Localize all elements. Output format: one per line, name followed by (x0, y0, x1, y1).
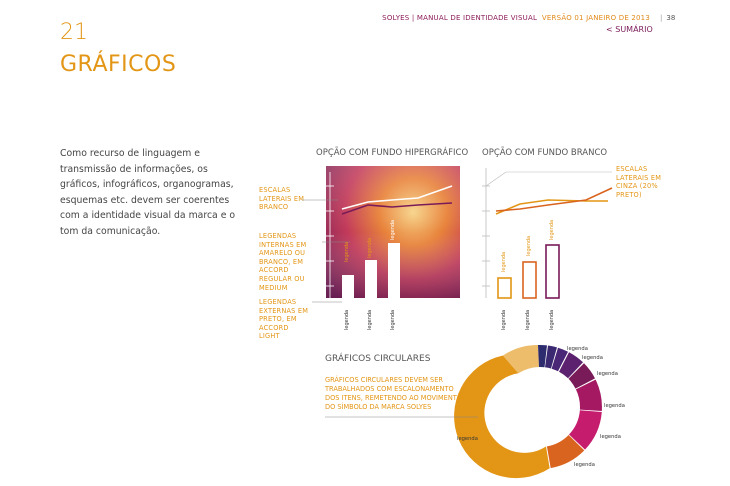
page-number-value: 38 (666, 14, 676, 22)
option1-bar2-label: legenda (367, 237, 373, 258)
header-brand: SOLYES | MANUAL DE IDENTIDADE VISUAL (382, 14, 538, 22)
option1-note-scales: ESCALAS LATERAIS EM BRANCO (259, 186, 305, 212)
option1-chart (302, 166, 460, 302)
donut-chart (454, 345, 602, 478)
circular-note: GRÁFICOS CIRCULARES DEVEM SER TRABALHADOS COM ESCALONAMENTO DOS ITENS, REMETENDO AO MOVIMENTO DO SÍMBOLO DA MARCA SOLYES (325, 376, 462, 411)
option1-note-external: LEGENDAS EXTERNAS EM PRETO, EM ACCORD LIGHT (259, 298, 309, 341)
summary-link[interactable]: < SUMÁRIO (606, 25, 653, 34)
option1-bar1-label: legenda (344, 241, 350, 262)
chapter-number: 21 (60, 20, 88, 45)
page-number: | 38 (660, 14, 676, 22)
header-version: VERSÃO 01 JANEIRO DE 2013 (541, 14, 650, 22)
donut-label-5: legenda (600, 434, 621, 440)
donut-label-7: legenda (457, 436, 478, 442)
donut-label-4: legenda (604, 403, 625, 409)
donut-label-1: legenda (567, 346, 588, 352)
option1-note-internal: LEGENDAS INTERNAS EM AMARELO OU BRANCO, EM ACCORD REGULAR OU MEDIUM (259, 232, 307, 292)
donut-label-3: legenda (597, 371, 618, 377)
donut-label-2: legenda (582, 355, 603, 361)
circular-title: GRÁFICOS CIRCULARES (325, 354, 431, 364)
option2-title: OPÇÃO COM FUNDO BRANCO (482, 148, 608, 158)
intro-paragraph: Como recurso de linguagem e transmissão de informações, os gráficos, infográficos, organogramas, esquemas etc. devem ser coerentes com a identidade visual da marca e o tom da comunicação. (60, 148, 236, 237)
donut-label-6: legenda (574, 462, 595, 468)
chapter-title: GRÁFICOS (60, 52, 177, 77)
option2-note-scales: ESCALAS LATERAIS EM CINZA (20% PRETO) (616, 165, 662, 199)
option1-title: OPÇÃO COM FUNDO HIPERGRÁFICO (316, 148, 469, 158)
option1-bar3-label: legenda (390, 219, 396, 240)
option2-chart (482, 168, 612, 298)
